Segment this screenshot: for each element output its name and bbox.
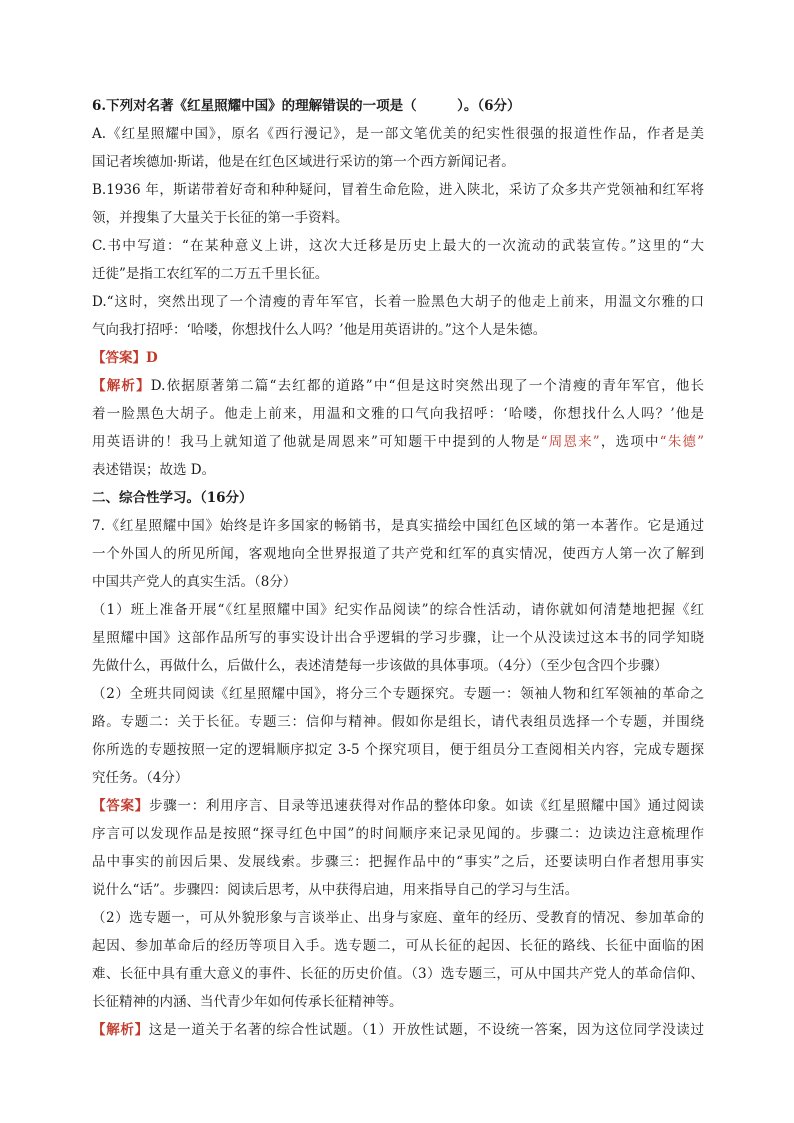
question-6-analysis-line-3 (92, 428, 704, 456)
question-6-answer (92, 344, 704, 372)
analysis-text: 用英语讲的！我马上就知道了他就是周恩来”可知题干中提到的人物是 (92, 434, 541, 450)
question-7-part-2-line-1: （2）全班共同阅读《红星照耀中国》，将分三个专题探究。专题一：领袖人物和红军领袖的革命之 (92, 686, 704, 702)
question-6-title: 6.下列对名著《红星照耀中国》的理解错误的一项是（ ）。（6分） (92, 98, 521, 114)
question-7-answer-line-8: 长征精神的内涵、当代青少年如何传承长征精神等。 (92, 994, 403, 1010)
highlight-zhu-de: “朱德” (659, 434, 704, 450)
question-6-analysis-line-1 (92, 372, 704, 400)
option-c-line-1: C.书中写道：“在某种意义上讲，这次大迁移是历史上最大的一次流动的武装宣传。”这里的“大 (92, 238, 704, 254)
answer-tag: 【答案】 (92, 350, 146, 366)
option-b-line-2: 领，并搜集了大量关于长征的第一手资料。 (92, 210, 349, 226)
analysis-text: 这是一道关于名著的综合性试题。（1）开放性试题，不设统一答案，因为这位同学没读过 (148, 1022, 705, 1038)
analysis-tag: 【解析】 (92, 1022, 149, 1038)
question-7-answer-line-3: 品中事实的前因后果、发展线索。步骤三：把握作品中的“事实”之后，还要读明白作者想用事实 (92, 854, 704, 870)
question-7-answer-line-7: 难、长征中具有重大意义的事件、长征的历史价值。（3）选专题三，可从中国共产党人的革命信仰、 (92, 966, 704, 982)
option-b-line-1: B.1936 年，斯诺带着好奇和种种疑问，冒着生命危险，进入陕北，采访了众多共产党领袖和红军将 (92, 182, 704, 198)
question-7-part-1-line-3: 先做什么，再做什么，后做什么，表述清楚每一步该做的具体事项。（4分）（至少包含四个步骤） (92, 658, 668, 674)
question-6-analysis-line-4: 表述错误；故选 D。 (92, 462, 216, 478)
question-7-intro-line-3: 中国共产党人的真实生活。（8分） (92, 574, 297, 590)
question-7-answer-line-1 (92, 792, 704, 820)
question-7-answer-line-6: 起因、参加革命后的经历等项目入手。选专题二，可从长征的起因、长征的路线、长征中面临的困 (92, 938, 704, 954)
question-7-intro-line-2: 一个外国人的所见所闻，客观地向全世界报道了共产党和红军的真实情况，使西方人第一次了解到 (92, 546, 704, 562)
question-6-analysis-line-2: 着一脸黑色大胡子。他走上前来，用温和文雅的口气向我招呼：‘哈喽，你想找什么人吗？’他是 (92, 406, 704, 422)
question-7-analysis-line-1 (92, 1016, 704, 1044)
option-d-line-1: D.“这时，突然出现了一个清瘦的青年军官，长着一脸黑色大胡子的他走上前来，用温文尔雅的口 (92, 294, 704, 310)
option-d-line-2: 气向我打招呼：‘哈喽，你想找什么人吗？’他是用英语讲的。”这个人是朱德。 (92, 322, 547, 338)
question-7-answer-line-4: 说什么“话”。步骤四：阅读后思考，从中获得启迪，用来指导自己的学习与生活。 (92, 882, 579, 898)
document-content (92, 92, 704, 1044)
question-7-answer-line-2: 序言可以发现作品是按照“探寻红色中国”的时间顺序来记录见闻的。步骤二：边读边注意梳理作 (92, 826, 704, 842)
question-7-part-2-line-2: 路。专题二：关于长征。专题三：信仰与精神。假如你是组长，请代表组员选择一个专题，并围绕 (92, 714, 704, 730)
question-7-answer-line-5: （2）选专题一，可从外貌形象与言谈举止、出身与家庭、童年的经历、受教育的情况、参加革命的 (92, 910, 704, 926)
highlight-zhou-enlai: “周恩来” (540, 434, 600, 450)
answer-value: D (146, 350, 158, 366)
section-2-title: 二、综合性学习。（16分） (92, 490, 253, 506)
question-7-part-1-line-1: （1）班上准备开展“《红星照耀中国》纪实作品阅读”的综合性活动，请你就如何清楚地把握《红 (92, 602, 704, 618)
answer-tag: 【答案】 (92, 798, 149, 814)
question-7-part-1-line-2: 星照耀中国》这部作品所写的事实设计出合乎逻辑的学习步骤，让一个从没读过这本书的同学知晓 (92, 630, 704, 646)
analysis-text: D.依据原著第二篇“去红都的道路”中“但是这时突然出现了一个清瘦的青年军官，他长 (150, 378, 704, 394)
analysis-text: ，选项中 (599, 434, 660, 450)
analysis-tag: 【解析】 (92, 378, 151, 394)
question-7-intro-line-1: 7.《红星照耀中国》始终是许多国家的畅销书，是真实描绘中国红色区域的第一本著作。它是通过 (92, 518, 704, 534)
answer-text: 步骤一：利用序言、目录等迅速获得对作品的整体印象。如读《红星照耀中国》通过阅读 (149, 798, 704, 814)
option-c-line-2: 迁徙”是指工农红军的二万五千里长征。 (92, 266, 329, 282)
option-a-line-2: 国记者埃德加·斯诺，他是在红色区域进行采访的第一个西方新闻记者。 (92, 154, 515, 170)
question-7-part-2-line-4: 究任务。（4分） (92, 770, 189, 786)
question-7-part-2-line-3: 你所选的专题按照一定的逻辑顺序拟定 3-5 个探究项目，便于组员分工查阅相关内容，完成专题探 (92, 742, 704, 758)
option-a-line-1: A.《红星照耀中国》，原名《西行漫记》，是一部文笔优美的纪实性很强的报道性作品，作者是美 (92, 126, 704, 142)
